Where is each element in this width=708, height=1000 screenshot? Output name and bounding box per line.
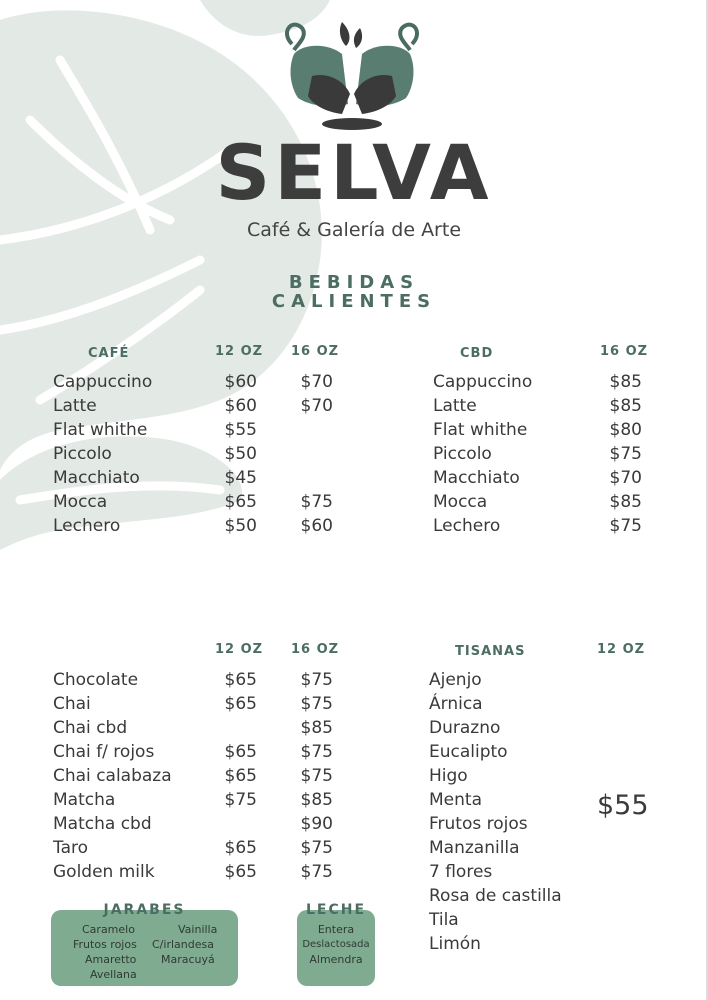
jarabe-item: Vainilla [178,923,218,936]
selva-logo-icon [272,14,432,134]
cbd-item-name: Mocca [433,492,488,512]
otras-item-price-16: $75 [300,694,333,714]
cafe-item-price-12: $50 [224,516,257,536]
cafe-item-price-12: $55 [224,420,257,440]
tisana-item: Menta [429,790,482,810]
otras-col-16oz: 16 OZ [291,642,340,657]
tisana-item: 7 flores [429,862,493,882]
cbd-item-price-16: $85 [609,372,642,392]
cafe-item-price-16: $60 [300,516,333,536]
cafe-col-12oz: 12 OZ [215,344,264,359]
tisana-item: Árnica [429,694,483,714]
otras-item-name: Chai cbd [53,718,128,738]
cafe-item-price-12: $65 [224,492,257,512]
jarabe-item: Amaretto [85,953,137,966]
cbd-item-price-16: $75 [609,516,642,536]
leche-item: Deslactosada [302,939,370,950]
cafe-item-name: Mocca [53,492,108,512]
tisana-item: Tila [429,910,459,930]
otras-item-price-16: $75 [300,838,333,858]
cbd-item-price-16: $80 [609,420,642,440]
otras-item-price-12: $65 [224,694,257,714]
cafe-header: CAFÉ [88,346,130,361]
otras-item-name: Matcha [53,790,116,810]
otras-item-price-12: $65 [224,742,257,762]
tisana-item: Durazno [429,718,501,738]
cbd-item-name: Flat whithe [433,420,528,440]
leche-item: Almendra [309,953,363,966]
cbd-item-price-16: $85 [609,396,642,416]
jarabe-item: Frutos rojos [73,938,137,951]
cbd-header: CBD [460,346,494,361]
cbd-item-price-16: $70 [609,468,642,488]
cafe-item-name: Piccolo [53,444,112,464]
tisana-item: Rosa de castilla [429,886,562,906]
tisana-item: Higo [429,766,468,786]
tisanas-col-12oz: 12 OZ [597,642,646,657]
otras-item-price-12: $65 [224,838,257,858]
cafe-item-price-12: $50 [224,444,257,464]
cbd-item-name: Macchiato [433,468,520,488]
leche-item: Entera [317,923,355,936]
tisana-item: Ajenjo [429,670,482,690]
cbd-item-name: Latte [433,396,477,416]
otras-item-price-12: $75 [224,790,257,810]
cafe-item-price-12: $60 [224,372,257,392]
jarabes-title: JARABES [103,902,186,918]
otras-item-price-16: $85 [300,790,333,810]
otras-item-price-12: $65 [224,862,257,882]
cafe-item-price-16: $70 [300,372,333,392]
otras-item-price-16: $75 [300,862,333,882]
tisana-item: Frutos rojos [429,814,528,834]
tisanas-header: TISANAS [455,644,526,659]
otras-item-name: Chai calabaza [53,766,172,786]
cafe-item-name: Cappuccino [53,372,153,392]
cafe-item-name: Macchiato [53,468,140,488]
tisana-item: Limón [429,934,481,954]
section-title-line1: BEBIDAS [288,272,420,293]
tisana-item: Eucalipto [429,742,508,762]
otras-item-price-16: $75 [300,742,333,762]
jarabe-item: Caramelo [82,923,135,936]
cbd-item-name: Lechero [433,516,501,536]
otras-item-name: Chai f/ rojos [53,742,155,762]
otras-item-name: Chai [53,694,91,714]
cafe-item-price-16: $75 [300,492,333,512]
cafe-item-price-12: $60 [224,396,257,416]
cbd-item-name: Cappuccino [433,372,533,392]
otras-item-price-12: $65 [224,670,257,690]
jarabe-item: Maracuyá [161,953,215,966]
otras-item-price-16: $75 [300,670,333,690]
cafe-item-price-12: $45 [224,468,257,488]
jarabe-item: Avellana [90,968,137,981]
tisana-item: Manzanilla [429,838,520,858]
cbd-item-name: Piccolo [433,444,492,464]
otras-item-price-16: $85 [300,718,333,738]
cbd-item-price-16: $75 [609,444,642,464]
section-title-line2: CALIENTES [271,291,437,312]
otras-item-price-16: $90 [300,814,333,834]
cbd-col-16oz: 16 OZ [600,344,649,359]
cafe-item-price-16: $70 [300,396,333,416]
cafe-item-name: Flat whithe [53,420,148,440]
cafe-item-name: Lechero [53,516,121,536]
otras-item-price-12: $65 [224,766,257,786]
brand-name: SELVA [215,128,493,217]
jarabe-item: C/irlandesa [152,938,214,951]
otras-item-name: Matcha cbd [53,814,152,834]
otras-item-name: Taro [53,838,89,858]
brand-tagline: Café & Galería de Arte [246,219,462,241]
otras-item-name: Golden milk [53,862,155,882]
cafe-item-name: Latte [53,396,97,416]
cbd-item-price-16: $85 [609,492,642,512]
otras-item-name: Chocolate [53,670,139,690]
leche-title: LECHE [305,902,367,918]
tisanas-price: $55 [597,790,649,821]
cafe-col-16oz: 16 OZ [291,344,340,359]
otras-col-12oz: 12 OZ [215,642,264,657]
otras-item-price-16: $75 [300,766,333,786]
